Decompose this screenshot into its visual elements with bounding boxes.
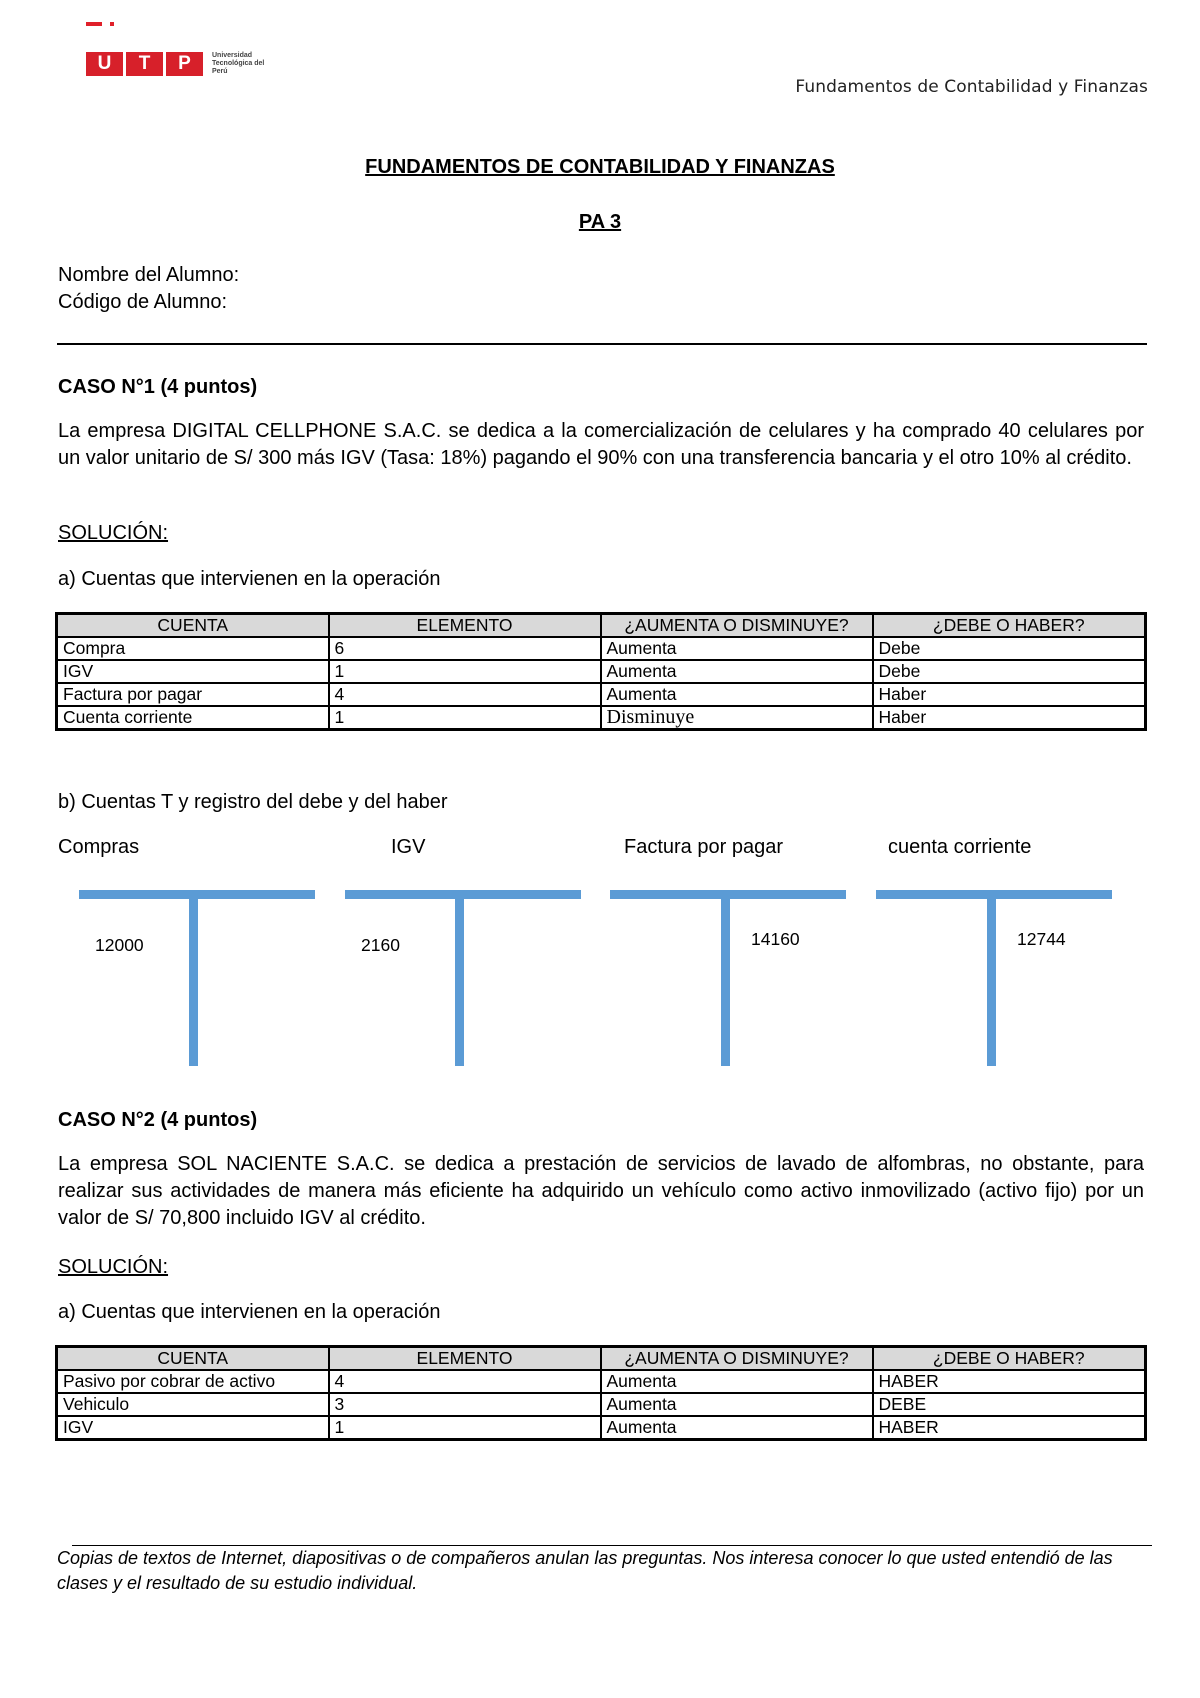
cell: Cuenta corriente xyxy=(57,706,329,730)
cell: Haber xyxy=(873,683,1146,706)
case2-statement: La empresa SOL NACIENTE S.A.C. se dedica a prestación de servicios de lavado de alfombras, no obstante, para realizar sus actividades de manera más eficiente ha adquirido un vehículo como activo inmovilizado (activo fijo) por un valor de S/ 70,800 incluido IGV al crédito. xyxy=(58,1153,1144,1229)
cell: 1 xyxy=(329,660,601,683)
t-account-label: IGV xyxy=(391,836,426,858)
cell: Aumenta xyxy=(601,660,873,683)
student-code-label: Código de Alumno: xyxy=(58,291,228,313)
cell: 4 xyxy=(329,1370,601,1393)
header-aumenta: ¿AUMENTA O DISMINUYE? xyxy=(601,614,873,638)
divider xyxy=(57,343,1147,345)
page-subtitle: PA 3 xyxy=(578,211,622,233)
case2-part-a: a) Cuentas que intervienen en la operación xyxy=(58,1301,441,1323)
case1-accounts-table xyxy=(55,612,1147,731)
table-header-row xyxy=(57,1347,1146,1371)
page-title: FUNDAMENTOS DE CONTABILIDAD Y FINANZAS xyxy=(365,156,835,178)
header-course: Fundamentos de Contabilidad y Finanzas xyxy=(795,77,1148,97)
t-account-label: Factura por pagar xyxy=(624,836,783,858)
cell: HABER xyxy=(873,1416,1146,1440)
table-row xyxy=(57,660,1146,683)
cell: Debe xyxy=(873,637,1146,660)
cell: Disminuye xyxy=(601,706,873,730)
cell: 4 xyxy=(329,683,601,706)
t-account-value: 14160 xyxy=(751,929,800,949)
t-account-label: cuenta corriente xyxy=(888,836,1032,858)
cell: Aumenta xyxy=(601,1370,873,1393)
logo-subtext: Universidad Tecnológica del Perú xyxy=(212,52,265,75)
t-account-vertical xyxy=(987,890,996,1066)
logo-mark xyxy=(86,22,114,28)
case1-part-b: b) Cuentas T y registro del debe y del haber xyxy=(58,791,448,813)
t-account-vertical xyxy=(721,890,730,1066)
header-cuenta: CUENTA xyxy=(57,1347,329,1371)
case2-accounts-table xyxy=(55,1345,1147,1441)
cell: Pasivo por cobrar de activo xyxy=(57,1370,329,1393)
table-header-row xyxy=(57,614,1146,638)
cell: Aumenta xyxy=(601,683,873,706)
cell: Factura por pagar xyxy=(57,683,329,706)
cell: Haber xyxy=(873,706,1146,730)
t-account-value: 2160 xyxy=(361,935,400,955)
cell: Compra xyxy=(57,637,329,660)
header-elemento: ELEMENTO xyxy=(329,1347,601,1371)
cell: IGV xyxy=(57,1416,329,1440)
utp-logo xyxy=(86,52,268,76)
header-debe-haber: ¿DEBE O HABER? xyxy=(873,614,1146,638)
t-account-vertical xyxy=(189,890,198,1066)
table-row xyxy=(57,683,1146,706)
cell: Vehiculo xyxy=(57,1393,329,1416)
cell: 1 xyxy=(329,1416,601,1440)
footer-note: Copias de textos de Internet, diapositivas o de compañeros anulan las preguntas. Nos interesa conocer lo que usted entendió de las clases y el resultado de su estudio individual. xyxy=(57,1548,1113,1593)
table-row xyxy=(57,1393,1146,1416)
cell: DEBE xyxy=(873,1393,1146,1416)
header-cuenta: CUENTA xyxy=(57,614,329,638)
table-row xyxy=(57,1416,1146,1440)
cell: IGV xyxy=(57,660,329,683)
cell: Aumenta xyxy=(601,637,873,660)
cell: Aumenta xyxy=(601,1393,873,1416)
cell: HABER xyxy=(873,1370,1146,1393)
t-account-vertical xyxy=(455,890,464,1066)
case1-statement: La empresa DIGITAL CELLPHONE S.A.C. se dedica a la comercialización de celulares y ha comprado 40 celulares por un valor unitario de S/ 300 más IGV (Tasa: 18%) pagando el 90% con una transferencia bancaria y el otro 10% al crédito. xyxy=(58,420,1144,469)
table-row xyxy=(57,706,1146,730)
t-account-value: 12744 xyxy=(1017,929,1066,949)
case2-solution-label: SOLUCIÓN: xyxy=(58,1256,169,1278)
case2-heading: CASO N°2 (4 puntos) xyxy=(58,1109,258,1131)
case1-part-a: a) Cuentas que intervienen en la operación xyxy=(58,568,441,590)
cell: 6 xyxy=(329,637,601,660)
cell: Debe xyxy=(873,660,1146,683)
cell: 3 xyxy=(329,1393,601,1416)
header-aumenta: ¿AUMENTA O DISMINUYE? xyxy=(601,1347,873,1371)
student-name-label: Nombre del Alumno: xyxy=(58,264,240,286)
logo-letter-t: T xyxy=(126,52,163,76)
t-account-value: 12000 xyxy=(95,935,144,955)
table-row xyxy=(57,1370,1146,1393)
cell: 1 xyxy=(329,706,601,730)
case1-solution-label: SOLUCIÓN: xyxy=(58,522,169,544)
t-account-label: Compras xyxy=(58,836,140,858)
table-row xyxy=(57,637,1146,660)
logo-letter-u: U xyxy=(86,52,123,76)
logo-letter-p: P xyxy=(166,52,203,76)
header-debe-haber: ¿DEBE O HABER? xyxy=(873,1347,1146,1371)
case1-heading: CASO N°1 (4 puntos) xyxy=(58,376,258,398)
header-elemento: ELEMENTO xyxy=(329,614,601,638)
cell: Aumenta xyxy=(601,1416,873,1440)
